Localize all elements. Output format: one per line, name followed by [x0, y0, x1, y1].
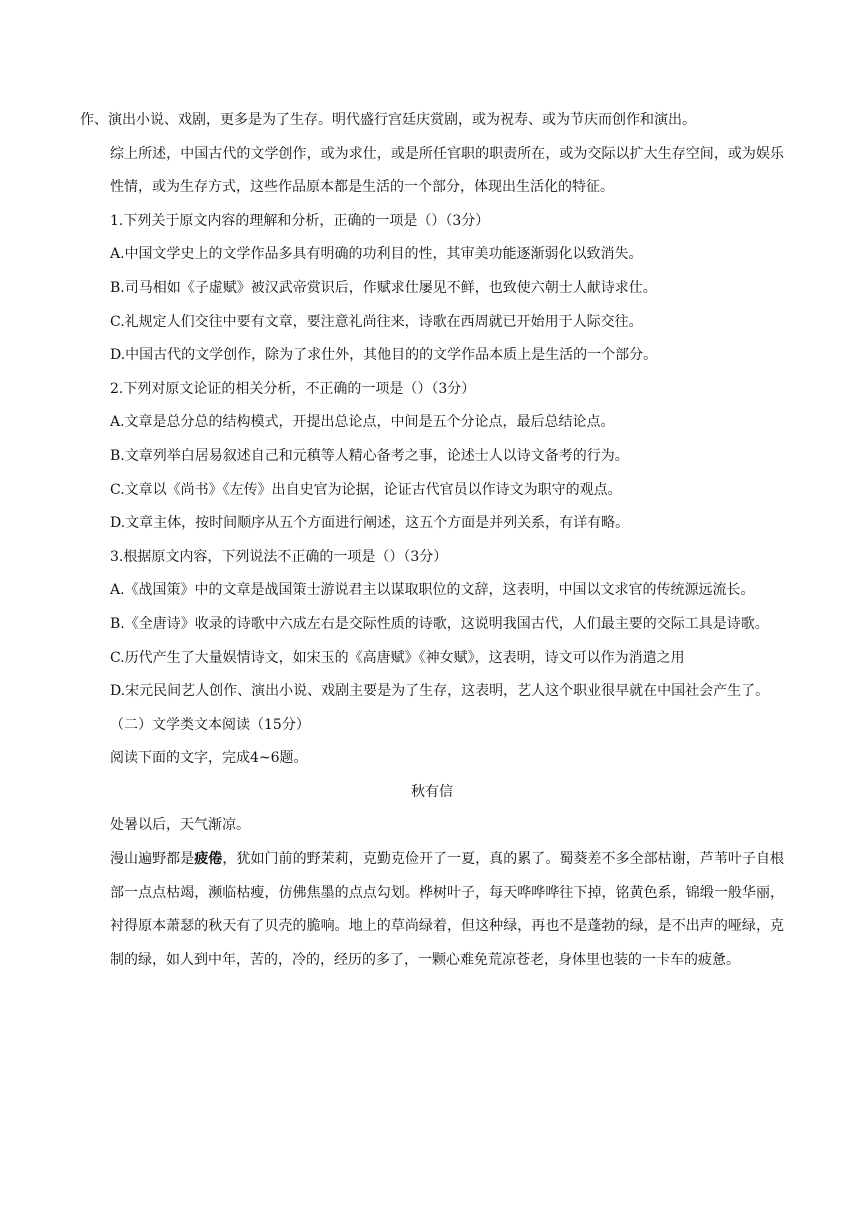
question-1-option-d: D.中国古代的文学创作，除为了求仕外，其他目的的文学作品本质上是生活的一个部分。 [110, 347, 658, 364]
bold-word: 疲倦 [194, 851, 223, 868]
section-instruction: 阅读下面的文字，完成4~6题。 [110, 750, 308, 767]
summary-paragraph: 综上所述，中国古代的文学创作，或为求仕，或是所任官职的职责所在，或为交际以扩大生存空间，或为娱乐性情，或为生存方式，这些作品原本都是生活的一个部分，体现出生活化的特征。 [110, 145, 784, 196]
question-3-stem: 3.根据原文内容，下列说法不正确的一项是（）（3分） [110, 548, 448, 565]
question-1-option-a: A.中国文学史上的文学作品多具有明确的功利目的性，其审美功能逐渐弱化以致消失。 [110, 246, 643, 263]
question-1-option-b: B.司马相如《子虚赋》被汉武帝赏识后，作赋求仕屡见不鲜，也致使六朝士人献诗求仕。 [110, 279, 657, 296]
question-2-stem: 2.下列对原文论证的相关分析，不正确的一项是（）（3分） [110, 380, 476, 397]
question-3-option-d: D.宋元民间艺人创作、演出小说、戏剧主要是为了生存，这表明，艺人这个职业很早就在中国社会产生了。 [110, 683, 770, 700]
passage-paragraph-2 [80, 843, 784, 977]
passage-paragraph-1: 处暑以后，天气渐凉。 [110, 817, 250, 834]
question-2-option-b: B.文章列举白居易叙述自己和元稹等人精心备考之事，论述士人以诗文备考的行为。 [110, 447, 629, 464]
question-3-option-b: B.《全唐诗》收录的诗歌中六成左右是交际性质的诗歌，这说明我国古代，人们最主要的交际工具是诗歌。 [110, 615, 769, 632]
question-2-option-c: C.文章以《尚书》《左传》出自史官为论据，论证古代官员以作诗文为职守的观点。 [110, 481, 622, 498]
question-1-stem: 1.下列关于原文内容的理解和分析，正确的一项是（）（3分） [110, 212, 490, 229]
passage-text: ，犹如门前的野茉莉，克勤克俭开了一夏，真的累了。蜀葵差不多全部枯谢，芦苇叶子自根部一点点枯竭，濒临枯瘦，仿佛焦墨的点点勾划。桦树叶子，每天哗哗哗往下掉，铭黄色系，锦缎一般华丽，衬得原本萧瑟的秋天有了贝壳的脆响。地上的草尚绿着，但这种绿，再也不是蓬勃的绿，是不出声的哑绿，克制的绿，如人到中年，苦的，冷的，经历的多了，一颗心难免荒凉苍老，身体里也装的一卡车的疲惫。 [110, 851, 785, 968]
section-heading: （二）文学类文本阅读（15分） [110, 716, 310, 733]
passage-text: 漫山遍野都是 [110, 851, 195, 868]
question-2-option-d: D.文章主体，按时间顺序从五个方面进行阐述，这五个方面是并列关系，有详有略。 [110, 515, 630, 532]
document-page [80, 104, 784, 977]
question-2-option-a: A.文章是总分总的结构模式，开提出总论点，中间是五个分论点，最后总结论点。 [110, 414, 615, 431]
question-3-option-c: C.历代产生了大量娱情诗文，如宋玉的《高唐赋》《神女赋》，这表明，诗文可以作为消遣之用 [110, 649, 685, 666]
passage-title: 秋有信 [411, 783, 453, 800]
question-1-option-c: C.礼规定人们交往中要有文章，要注意礼尚往来，诗歌在西周就已开始用于人际交往。 [110, 313, 643, 330]
intro-line: 作、演出小说、戏剧，更多是为了生存。明代盛行宫廷庆赏剧，或为祝寿、或为节庆而创作和演出。 [80, 112, 696, 128]
question-3-option-a: A.《战国策》中的文章是战国策士游说君主以谋取职位的文辞，这表明，中国以文求官的传统源远流长。 [110, 582, 755, 599]
